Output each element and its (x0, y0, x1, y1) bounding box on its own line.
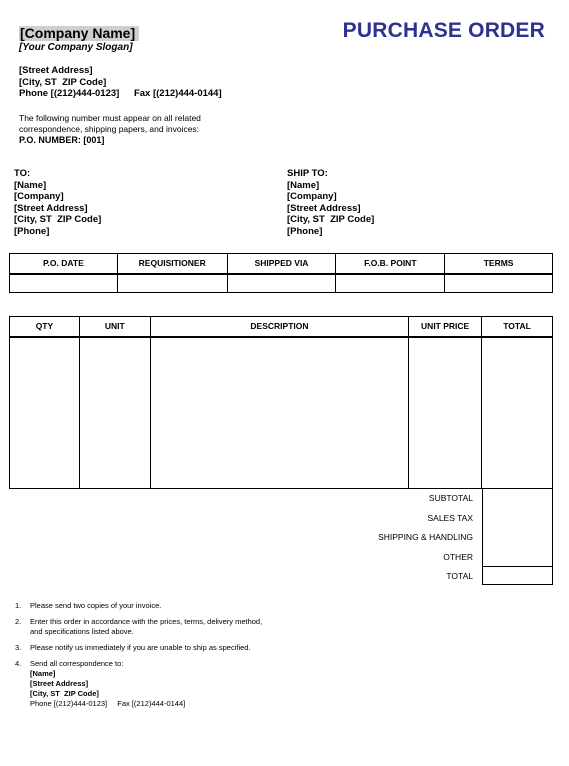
sales-tax-label: SALES TAX (427, 512, 473, 523)
to-street: [Street Address] (14, 202, 88, 214)
other-label: OTHER (443, 551, 473, 562)
ship-to-block (287, 168, 374, 237)
header-total: TOTAL (482, 317, 553, 337)
ship-to-phone: [Phone] (287, 225, 323, 237)
note-2 (15, 617, 275, 637)
note-3 (15, 643, 275, 653)
total-value-box[interactable] (482, 566, 553, 585)
ship-to-city: [City, ST ZIP Code] (287, 214, 375, 225)
header-qty: QTY (10, 317, 80, 337)
correspondence-city: [City, ST ZIP Code] (30, 689, 99, 698)
ship-to-street: [Street Address] (287, 202, 361, 214)
summary-values-box[interactable] (482, 488, 553, 566)
items-table (9, 316, 553, 489)
note-text: Please send two copies of your invoice. (30, 601, 162, 610)
qty-column[interactable] (10, 337, 80, 489)
note-text: Send all correspondence to: (30, 659, 124, 668)
company-address-block (19, 65, 222, 100)
unit-price-column[interactable] (409, 337, 482, 489)
company-city: [City, ST ZIP Code] (19, 76, 107, 88)
cell-fob-point[interactable] (336, 274, 445, 293)
order-info-table (9, 253, 553, 293)
header-description: DESCRIPTION (150, 317, 408, 337)
cell-po-date[interactable] (10, 274, 118, 293)
notice-text: The following number must appear on all related correspondence, shipping papers, and invoices: (19, 113, 201, 134)
cell-terms[interactable] (445, 274, 553, 293)
ship-to-company: [Company] (287, 191, 337, 202)
company-contact (19, 88, 222, 100)
notes-section (15, 601, 275, 715)
total-column[interactable] (482, 337, 553, 489)
company-fax: Fax [(212)444-0144] (133, 88, 222, 99)
summary-labels (360, 489, 473, 587)
company-slogan: [Your Company Slogan] (19, 42, 133, 53)
unit-column[interactable] (79, 337, 150, 489)
cell-requisitioner[interactable] (117, 274, 227, 293)
to-label: TO: (14, 168, 31, 179)
note-number: 3. (15, 643, 22, 652)
note-number: 1. (15, 601, 22, 610)
total-label: TOTAL (446, 571, 473, 581)
to-company: [Company] (14, 191, 64, 202)
note-4 (15, 659, 275, 709)
note-1 (15, 601, 275, 611)
po-notice (19, 113, 239, 146)
note-text: Please notify us immediately if you are unable to ship as specified. (30, 643, 251, 652)
cell-shipped-via[interactable] (227, 274, 336, 293)
description-column[interactable] (150, 337, 408, 489)
correspondence-phone: Phone [(212)444-0123] (30, 699, 108, 708)
subtotal-label: SUBTOTAL (428, 493, 473, 503)
correspondence-fax: Fax [(212)444-0144] (117, 699, 186, 708)
correspondence-street: [Street Address] (30, 679, 89, 688)
note-4-body (30, 659, 185, 709)
company-street: [Street Address] (19, 65, 93, 76)
note-text: Enter this order in accordance with the prices, terms, delivery method, and specifications listed above. (30, 617, 263, 636)
to-phone: [Phone] (14, 225, 50, 237)
header-po-date: P.O. DATE (10, 254, 118, 274)
to-block (14, 168, 101, 237)
header-terms: TERMS (445, 254, 553, 274)
shipping-label: SHIPPING & HANDLING (378, 532, 473, 542)
note-number: 2. (15, 617, 22, 626)
company-name: [Company Name] (19, 26, 139, 41)
ship-to-label: SHIP TO: (287, 168, 328, 179)
to-city: [City, ST ZIP Code] (14, 214, 102, 225)
po-number: P.O. NUMBER: [001] (19, 135, 105, 145)
header-shipped-via: SHIPPED VIA (227, 254, 336, 274)
company-phone: Phone [(212)444-0123] (19, 88, 120, 99)
note-number: 4. (15, 659, 22, 668)
to-name: [Name] (14, 179, 47, 191)
ship-to-name: [Name] (287, 179, 320, 191)
header-unit-price: UNIT PRICE (409, 317, 482, 337)
correspondence-name: [Name] (30, 669, 56, 678)
header-requisitioner: REQUISITIONER (117, 254, 227, 274)
header-fob-point: F.O.B. POINT (336, 254, 445, 274)
correspondence-contact (30, 699, 185, 709)
header-unit: UNIT (79, 317, 150, 337)
document-title: PURCHASE ORDER (342, 19, 545, 42)
